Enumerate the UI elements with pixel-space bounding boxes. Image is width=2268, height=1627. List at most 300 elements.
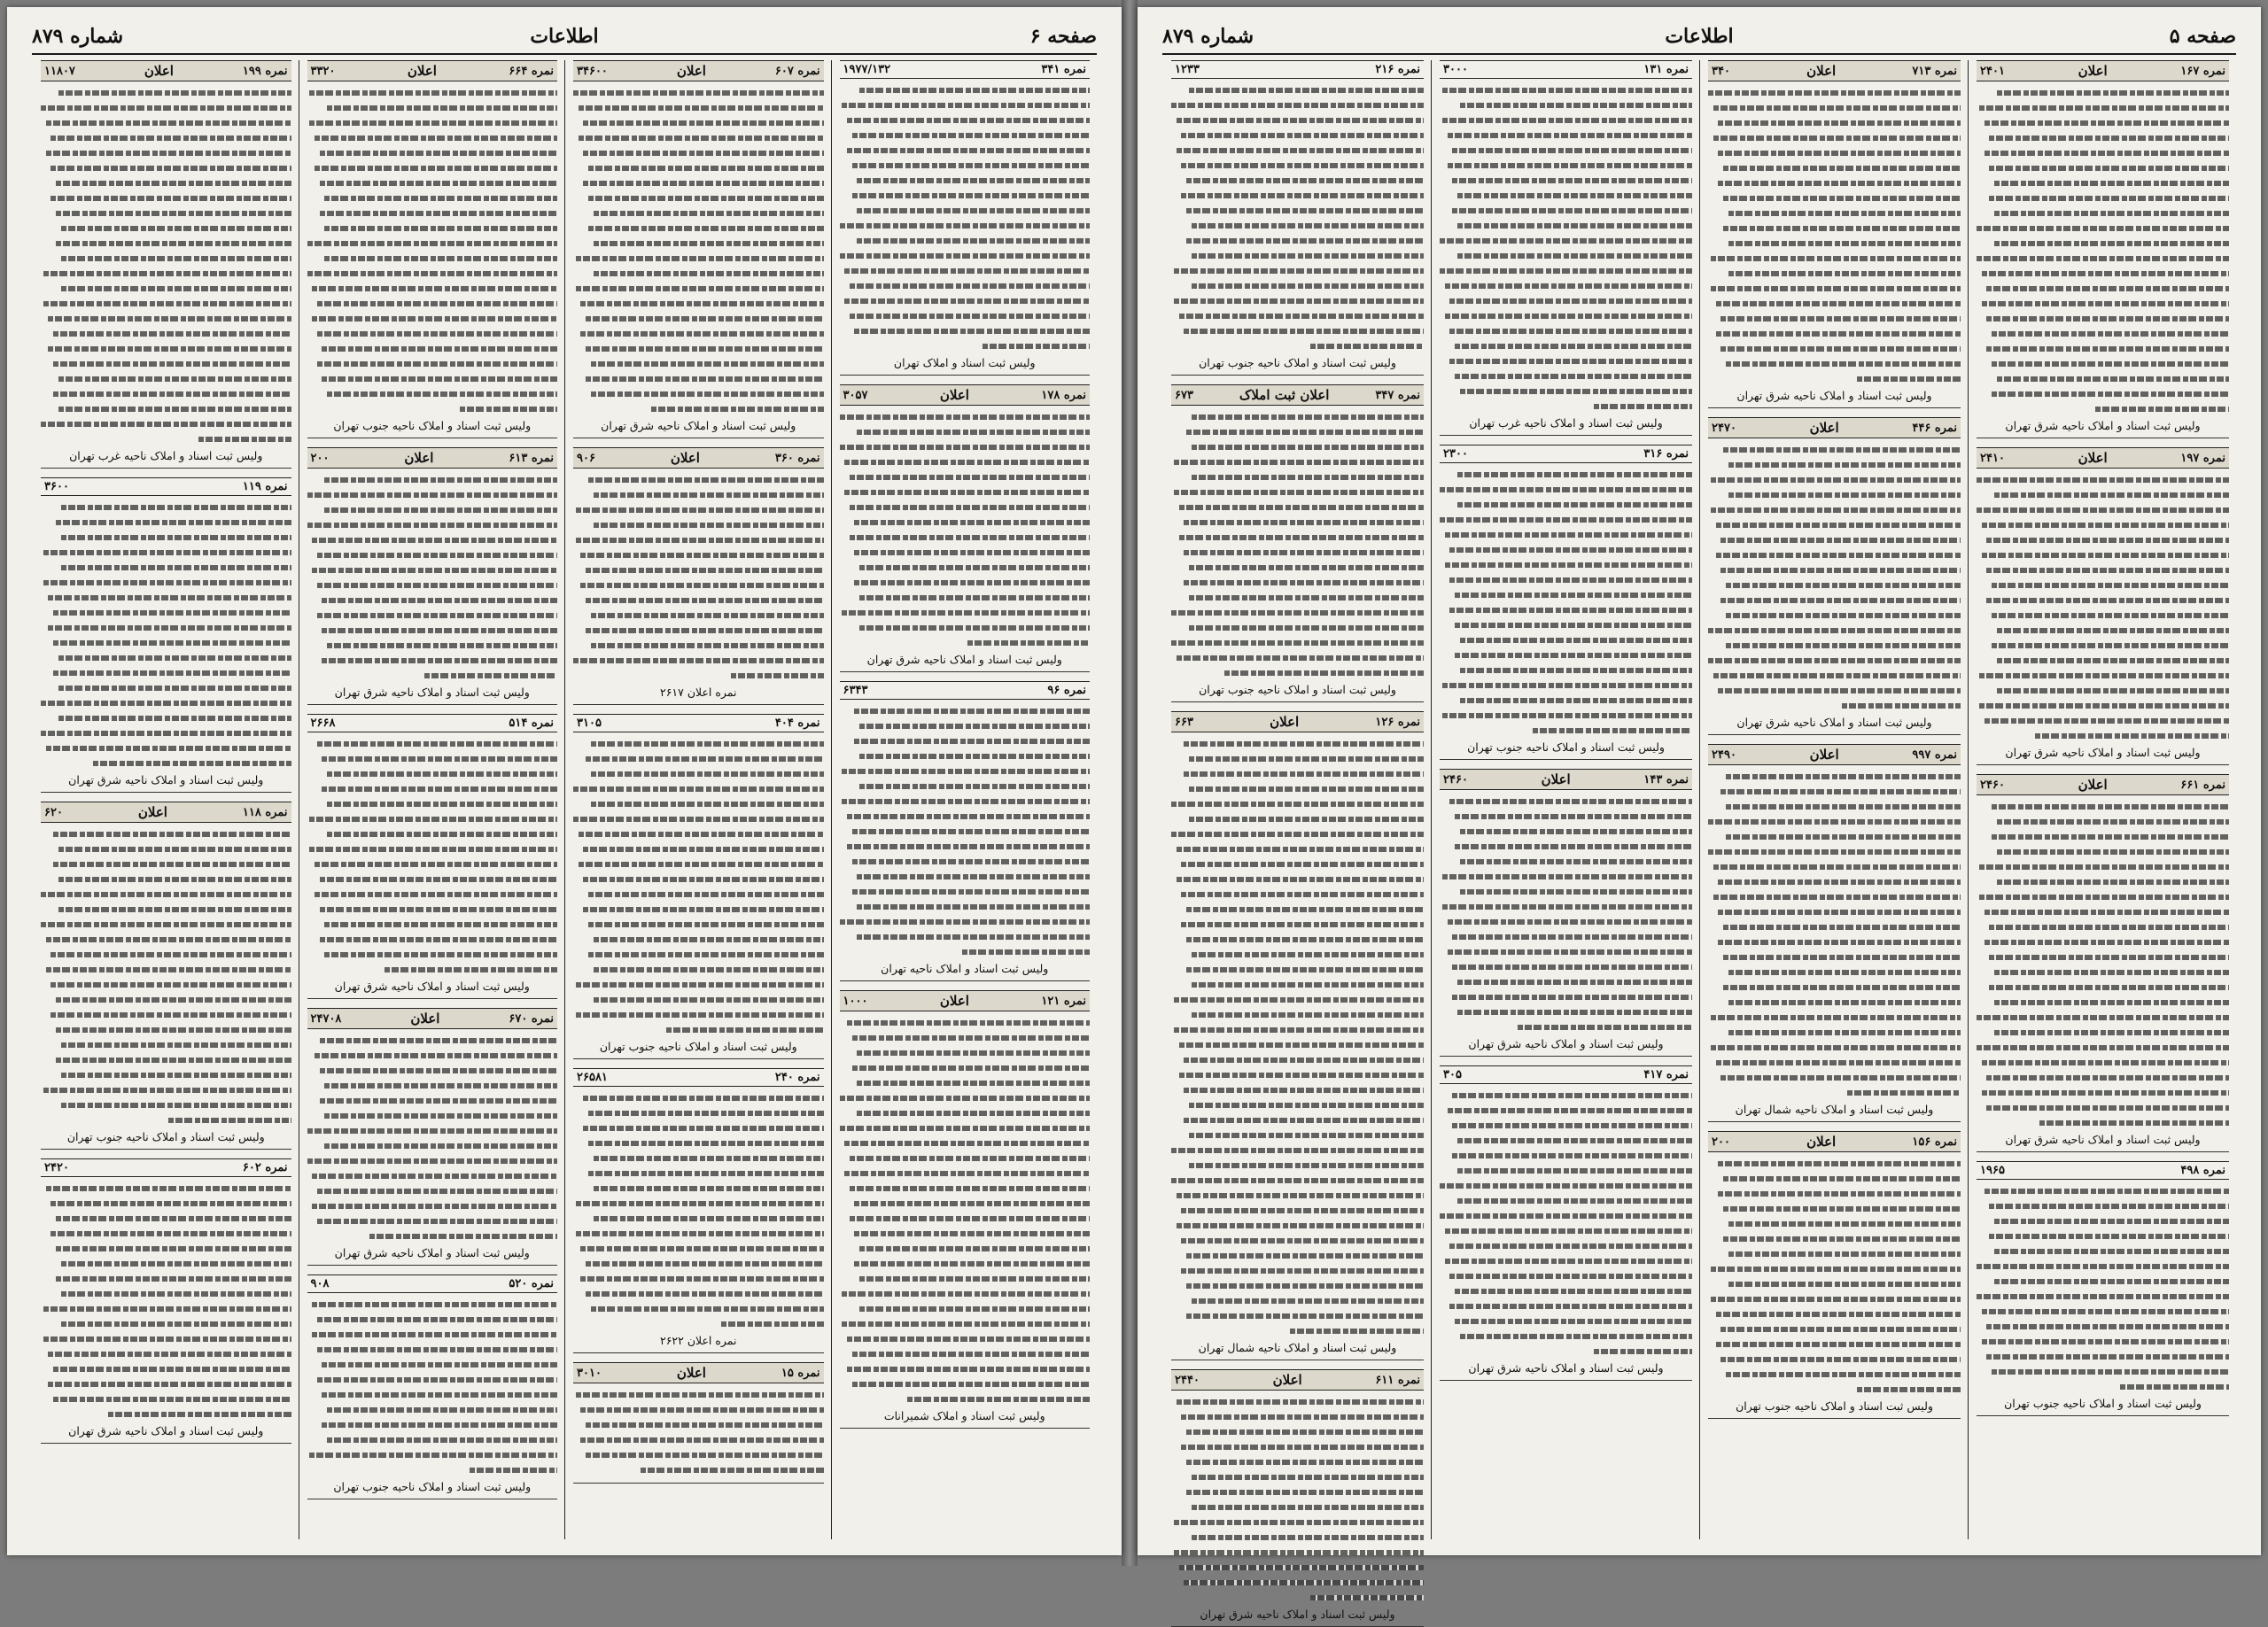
- text-line: [1171, 409, 1424, 424]
- legal-notice: [1708, 1131, 1961, 1419]
- text-line: [41, 1211, 291, 1226]
- text-line: [573, 1271, 824, 1286]
- text-line: [1977, 145, 2229, 160]
- text-line: [1977, 814, 2229, 829]
- text-line: [1440, 824, 1692, 839]
- text-line: [307, 190, 558, 205]
- text-line: [1708, 889, 1961, 904]
- text-line: [840, 530, 1091, 545]
- notice-signature: ولیس ثبت اسناد و املاک ناحیه شرق تهران: [2005, 746, 2201, 759]
- notice-signature: ولیس ثبت اسناد و املاک ناحیه شرق تهران: [601, 419, 796, 432]
- text-line: [1440, 188, 1692, 203]
- text-line: [1977, 266, 2229, 281]
- text-line: [573, 266, 824, 281]
- notice-reference: ۲۴۷۰۸: [310, 1011, 342, 1026]
- notice-body-text: [1171, 82, 1424, 353]
- notice-header: [1977, 1161, 2229, 1180]
- text-line: [1171, 917, 1424, 932]
- text-line: [1977, 311, 2229, 326]
- page-number: صفحه ۶: [1029, 25, 1097, 48]
- notice-header: [41, 1158, 291, 1177]
- text-line: [307, 145, 558, 160]
- text-line: [1708, 1171, 1961, 1186]
- notice-signature: ولیس ثبت اسناد و املاک ناحیه جنوب تهران: [599, 1040, 797, 1053]
- text-line: [41, 401, 291, 416]
- text-line: [1171, 826, 1424, 841]
- text-line: [1977, 728, 2229, 743]
- text-line: [573, 1022, 824, 1037]
- text-line: [1708, 1216, 1961, 1231]
- text-line: [307, 236, 558, 251]
- text-line: [840, 1120, 1091, 1135]
- newspaper-page-right: [1138, 7, 2261, 1621]
- text-line: [573, 1256, 824, 1271]
- text-line: [41, 977, 291, 992]
- text-line: [1708, 608, 1961, 623]
- text-line: [1171, 902, 1424, 917]
- text-line: [573, 175, 824, 190]
- text-line: [840, 515, 1091, 530]
- text-line: [1440, 1283, 1692, 1298]
- legal-notice: [1171, 711, 1424, 1360]
- text-line: [1171, 635, 1424, 650]
- text-line: [1708, 814, 1961, 829]
- column-grid: [32, 60, 1097, 1539]
- text-line: [1171, 248, 1424, 263]
- text-line: [1708, 266, 1961, 281]
- notice-number: نمره ۶۶۱: [2180, 778, 2225, 792]
- text-line: [41, 545, 291, 560]
- text-line: [41, 665, 291, 680]
- notice-signature: ولیس ثبت اسناد و املاک ناحیه جنوب تهران: [66, 1130, 265, 1143]
- text-line: [1977, 1010, 2229, 1025]
- text-line: [573, 653, 824, 668]
- text-line: [41, 1067, 291, 1082]
- text-line: [1171, 203, 1424, 218]
- notice-number: نمره ۱۹۹: [242, 64, 288, 78]
- legal-notice: [840, 990, 1091, 1429]
- text-line: [1171, 188, 1424, 203]
- text-line: [1171, 500, 1424, 515]
- notice-reference: ۶۷۳: [1175, 388, 1193, 402]
- text-line: [1171, 1067, 1424, 1082]
- text-line: [41, 1241, 291, 1256]
- text-line: [307, 856, 558, 872]
- text-line: [1977, 1274, 2229, 1289]
- text-line: [1977, 472, 2229, 487]
- legal-notice: [840, 60, 1091, 376]
- text-line: [307, 296, 558, 311]
- text-line: [1440, 1004, 1692, 1019]
- text-line: [1977, 874, 2229, 889]
- text-line: [41, 175, 291, 190]
- text-line: [1171, 872, 1424, 887]
- legal-notice: [840, 681, 1091, 981]
- notice-signature: ولیس ثبت اسناد و املاک ناحیه جنوب تهران: [333, 419, 532, 432]
- notice-title: اعلان: [1272, 1372, 1302, 1388]
- notice-body-text: [840, 703, 1091, 959]
- text-line: [1440, 1178, 1692, 1193]
- text-line: [307, 1078, 558, 1093]
- notice-header: [573, 60, 824, 81]
- text-line: [1708, 784, 1961, 799]
- notice-reference: ۲۰۰: [310, 451, 330, 465]
- notice-reference: ۳۰۵۷: [843, 388, 868, 402]
- text-line: [840, 278, 1091, 293]
- text-line: [840, 1105, 1091, 1120]
- notice-reference: ۲۴۱۰: [1980, 451, 2005, 465]
- notice-header: [1171, 60, 1424, 79]
- text-line: [1977, 517, 2229, 532]
- notice-reference: ۶۳۴۳: [843, 684, 868, 697]
- text-line: [1708, 1156, 1961, 1171]
- text-line: [1977, 281, 2229, 296]
- text-line: [41, 1112, 291, 1127]
- legal-notice: [1977, 774, 2229, 1152]
- text-line: [1171, 1143, 1424, 1158]
- text-line: [840, 854, 1091, 869]
- text-line: [1171, 1218, 1424, 1233]
- notice-header: [573, 1068, 824, 1087]
- text-line: [1708, 457, 1961, 472]
- legal-notice: [1440, 769, 1692, 1057]
- notice-number: نمره ۳۴۷: [1375, 388, 1420, 402]
- text-line: [1977, 1334, 2229, 1349]
- text-line: [1708, 623, 1961, 638]
- text-line: [307, 638, 558, 653]
- text-line: [1171, 1560, 1424, 1575]
- text-line: [1708, 577, 1961, 593]
- text-line: [1708, 115, 1961, 130]
- text-line: [1171, 560, 1424, 575]
- text-line: [1977, 1349, 2229, 1364]
- notice-signature: ولیس ثبت اسناد و املاک ناحیه شرق تهران: [2005, 1133, 2201, 1146]
- text-line: [840, 1391, 1091, 1406]
- text-line: [840, 703, 1091, 718]
- text-line: [307, 341, 558, 356]
- text-line: [41, 386, 291, 401]
- text-line: [1440, 1208, 1692, 1223]
- text-line: [1171, 932, 1424, 947]
- notice-signature: ولیس ثبت اسناد و املاک ناحیه شمال تهران: [1198, 1341, 1397, 1354]
- text-line: [1708, 221, 1961, 236]
- text-line: [1708, 326, 1961, 341]
- text-line: [41, 932, 291, 947]
- text-line: [1171, 530, 1424, 545]
- text-line: [840, 158, 1091, 173]
- text-line: [307, 623, 558, 638]
- text-line: [573, 160, 824, 175]
- text-line: [1440, 1118, 1692, 1133]
- text-line: [1708, 1367, 1961, 1382]
- text-line: [41, 356, 291, 371]
- text-line: [840, 1075, 1091, 1090]
- text-line: [1708, 442, 1961, 457]
- text-line: [1977, 1183, 2229, 1198]
- text-line: [1171, 1499, 1424, 1515]
- text-line: [1708, 1321, 1961, 1336]
- legal-notice: [573, 1362, 824, 1484]
- text-line: [840, 1060, 1091, 1075]
- notice-header: [840, 681, 1091, 700]
- text-line: [307, 826, 558, 841]
- notice-header: [840, 990, 1091, 1011]
- text-line: [1977, 1259, 2229, 1274]
- column-rule: [1968, 60, 1969, 1539]
- text-line: [1977, 799, 2229, 814]
- notice-body-text: [840, 82, 1091, 353]
- text-line: [840, 1015, 1091, 1030]
- text-line: [573, 502, 824, 517]
- text-line: [840, 809, 1091, 824]
- text-line: [573, 668, 824, 683]
- text-line: [41, 416, 291, 431]
- newspaper-name: اطلاعات: [1665, 25, 1734, 48]
- text-line: [41, 1271, 291, 1286]
- text-line: [840, 1361, 1091, 1376]
- text-line: [1171, 841, 1424, 856]
- text-line: [41, 530, 291, 545]
- text-line: [307, 472, 558, 487]
- text-line: [573, 371, 824, 386]
- notice-body-text: [573, 1387, 824, 1477]
- notice-title: اعلان: [2078, 450, 2108, 466]
- text-line: [1440, 899, 1692, 914]
- text-line: [1977, 965, 2229, 980]
- text-line: [573, 593, 824, 608]
- text-line: [1708, 919, 1961, 934]
- notice-reference: ۲۴۶۰: [1443, 772, 1468, 786]
- text-line: [41, 590, 291, 605]
- text-line: [41, 1361, 291, 1376]
- notice-body-text: [307, 1297, 558, 1477]
- notice-header: [573, 1362, 824, 1383]
- text-line: [1440, 218, 1692, 233]
- text-line: [41, 560, 291, 575]
- text-line: [1977, 175, 2229, 190]
- notice-body-text: [1171, 409, 1424, 680]
- text-line: [1171, 605, 1424, 620]
- text-line: [1977, 593, 2229, 608]
- text-line: [1171, 1424, 1424, 1439]
- text-line: [41, 887, 291, 902]
- text-line: [307, 1432, 558, 1447]
- column-rule: [1431, 60, 1432, 1539]
- text-line: [1440, 308, 1692, 323]
- notice-reference: ۳۰۵: [1443, 1068, 1462, 1081]
- notice-signature: نمره اعلان ۲۶۱۷: [659, 686, 737, 699]
- text-line: [41, 710, 291, 725]
- text-line: [1977, 341, 2229, 356]
- text-line: [1440, 1344, 1692, 1359]
- notice-body-text: [1977, 1183, 2229, 1394]
- text-line: [41, 947, 291, 962]
- text-line: [1171, 1323, 1424, 1338]
- text-line: [840, 635, 1091, 650]
- text-line: [1977, 296, 2229, 311]
- text-line: [41, 1331, 291, 1346]
- notice-body-text: [1708, 1156, 1961, 1397]
- text-line: [840, 1241, 1091, 1256]
- text-line: [1440, 542, 1692, 557]
- text-line: [307, 1123, 558, 1138]
- text-line: [840, 1286, 1091, 1301]
- text-line: [41, 190, 291, 205]
- text-line: [1708, 175, 1961, 190]
- notice-reference: ۲۶۶۸: [310, 717, 336, 730]
- text-line: [1440, 557, 1692, 572]
- text-line: [840, 424, 1091, 439]
- text-line: [1440, 82, 1692, 97]
- notice-body-text: [307, 472, 558, 683]
- notice-body-text: [840, 1015, 1091, 1406]
- text-line: [1708, 965, 1961, 980]
- text-line: [307, 1213, 558, 1228]
- legal-notice: [573, 714, 824, 1059]
- page-fold-gutter: [1122, 0, 1138, 1566]
- text-line: [307, 1063, 558, 1078]
- notice-header: [1977, 774, 2229, 795]
- notice-body-text: [573, 472, 824, 683]
- text-line: [1977, 205, 2229, 221]
- text-line: [1440, 263, 1692, 278]
- legal-notice: [1708, 60, 1961, 408]
- text-line: [1977, 401, 2229, 416]
- text-line: [1171, 1394, 1424, 1409]
- notice-title: اعلان: [676, 63, 706, 79]
- text-line: [840, 1346, 1091, 1361]
- text-line: [41, 755, 291, 771]
- text-line: [41, 1316, 291, 1331]
- text-line: [41, 1022, 291, 1037]
- text-line: [1977, 502, 2229, 517]
- text-line: [1708, 562, 1961, 577]
- text-line: [1708, 517, 1961, 532]
- text-line: [307, 562, 558, 577]
- notice-signature: ولیس ثبت اسناد و املاک ناحیه جنوب تهران: [333, 1480, 532, 1493]
- text-line: [1977, 371, 2229, 386]
- text-line: [1171, 278, 1424, 293]
- text-line: [1171, 218, 1424, 233]
- text-line: [573, 917, 824, 932]
- text-line: [307, 887, 558, 902]
- text-line: [41, 1196, 291, 1211]
- text-line: [1171, 1530, 1424, 1545]
- text-line: [307, 401, 558, 416]
- text-line: [1977, 623, 2229, 638]
- text-line: [1977, 980, 2229, 995]
- text-line: [1171, 82, 1424, 97]
- text-line: [41, 1007, 291, 1022]
- notice-number: نمره ۱۲۱: [1041, 994, 1086, 1008]
- text-line: [1708, 487, 1961, 502]
- text-line: [1440, 708, 1692, 723]
- text-line: [1171, 856, 1424, 872]
- text-line: [307, 947, 558, 962]
- text-line: [1977, 1040, 2229, 1055]
- text-line: [41, 902, 291, 917]
- text-line: [1440, 632, 1692, 647]
- text-line: [1977, 859, 2229, 874]
- text-line: [1440, 158, 1692, 173]
- notice-header: [840, 384, 1091, 406]
- text-line: [573, 547, 824, 562]
- text-line: [1171, 128, 1424, 143]
- notice-signature: ولیس ثبت اسناد و املاک ناحیه شرق تهران: [1736, 716, 1932, 729]
- text-line: [1708, 1025, 1961, 1040]
- text-line: [1171, 1248, 1424, 1263]
- text-line: [41, 311, 291, 326]
- notice-header: [1440, 60, 1692, 79]
- text-line: [41, 1376, 291, 1391]
- notice-signature: ولیس ثبت اسناد و املاک ناحیه شرق تهران: [68, 773, 264, 786]
- notice-number: نمره ۱۷۸: [1041, 388, 1086, 402]
- text-line: [1977, 1085, 2229, 1100]
- notice-number: نمره ۲۴۰: [774, 1071, 820, 1084]
- text-line: [1171, 947, 1424, 962]
- text-line: [41, 1256, 291, 1271]
- text-line: [1708, 281, 1961, 296]
- text-line: [307, 130, 558, 145]
- text-line: [1440, 278, 1692, 293]
- text-line: [573, 190, 824, 205]
- text-line: [1708, 100, 1961, 115]
- notice-reference: ۲۴۹۰: [1712, 748, 1736, 762]
- text-line: [1171, 736, 1424, 751]
- text-line: [1171, 1037, 1424, 1052]
- legal-notice: [307, 60, 558, 438]
- text-line: [1977, 1243, 2229, 1259]
- notice-header: [1171, 384, 1424, 406]
- text-line: [840, 1030, 1091, 1045]
- notice-number: نمره ۶۶۴: [509, 64, 554, 78]
- text-line: [1171, 1263, 1424, 1278]
- text-line: [1708, 1186, 1961, 1201]
- notice-number: نمره ۴۹۸: [2180, 1164, 2225, 1177]
- text-line: [1171, 665, 1424, 680]
- text-line: [840, 763, 1091, 779]
- column-rule: [1699, 60, 1700, 1539]
- text-line: [1977, 844, 2229, 859]
- text-line: [573, 532, 824, 547]
- text-line: [840, 203, 1091, 218]
- text-line: [573, 1166, 824, 1181]
- text-line: [307, 608, 558, 623]
- text-line: [573, 1417, 824, 1432]
- text-line: [1440, 989, 1692, 1004]
- text-line: [1171, 454, 1424, 469]
- text-line: [307, 1402, 558, 1417]
- text-line: [1977, 1055, 2229, 1070]
- notice-number: نمره ۹۶: [1047, 684, 1086, 697]
- text-line: [41, 85, 291, 100]
- notice-signature: ولیس ثبت اسناد و املاک شمیرانات: [883, 1409, 1045, 1422]
- text-line: [1440, 467, 1692, 482]
- legal-notice: [1171, 60, 1424, 376]
- text-line: [573, 1151, 824, 1166]
- text-line: [307, 205, 558, 221]
- text-line: [1171, 1545, 1424, 1560]
- newspaper-column: [300, 60, 565, 1539]
- text-line: [840, 173, 1091, 188]
- notice-signature: ولیس ثبت اسناد و املاک ناحیه شرق تهران: [866, 653, 1062, 666]
- text-line: [1977, 221, 2229, 236]
- notice-number: نمره ۱۱۸: [242, 805, 288, 819]
- legal-notice: [1977, 447, 2229, 765]
- notice-signature: ولیس ثبت اسناد و املاک ناحیه جنوب تهران: [2004, 1397, 2202, 1410]
- notice-header: [840, 60, 1091, 79]
- text-line: [573, 1226, 824, 1241]
